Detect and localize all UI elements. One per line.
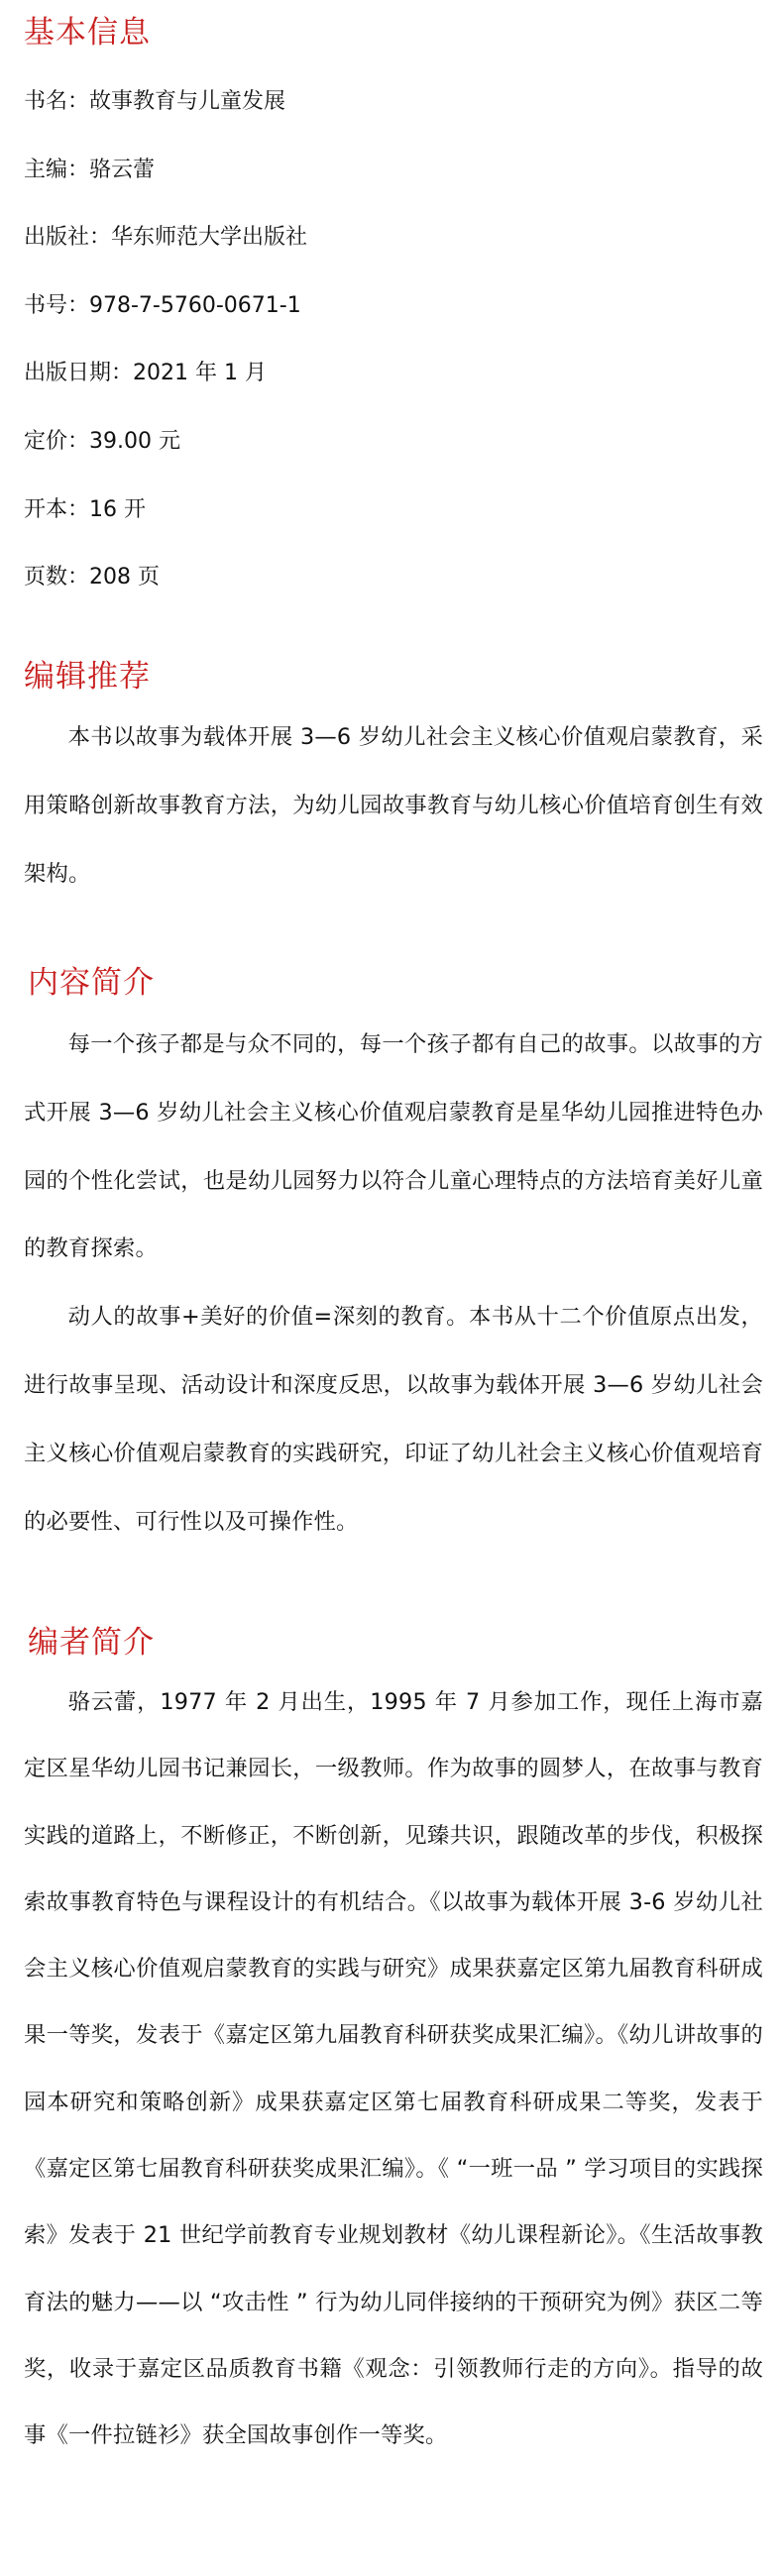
info-item-title: 书名：故事教育与儿童发展 (24, 89, 286, 114)
editor-recommend-body (24, 703, 763, 908)
info-item-price: 定价：39.00 元 (24, 428, 180, 454)
basic-info-heading: 基本信息 (24, 15, 151, 51)
author-body (24, 1669, 763, 2470)
summary-paragraph-1: 每一个孩子都是与众不同的，每一个孩子都有自己的故事。以故事的方式开展 3—6 岁幼儿社会主义核心价值观启蒙教育是星华幼儿园推进特色办园的个性化尝试，也是幼儿园努力以符合儿童心理特点的方法培育美好儿童的教育探索。 (24, 1031, 763, 1262)
editor-recommend-paragraph: 本书以故事为载体开展 3—6 岁幼儿社会主义核心价值观启蒙教育，采用策略创新故事教育方法，为幼儿园故事教育与幼儿核心价值培育创生有效架构。 (24, 724, 763, 887)
basic-info-list (24, 91, 307, 635)
editor-recommend-heading: 编辑推荐 (24, 659, 151, 695)
author-paragraph: 骆云蕾，1977 年 2 月出生，1995 年 7 月参加工作，现任上海市嘉定区星华幼儿园书记兼园长，一级教师。作为故事的圆梦人，在故事与教育实践的道路上，不断修正，不断创新，见臻共识，跟随改革的步伐，积极探索故事教育特色与课程设计的有机结合。《以故事为载体开展 3-6 岁幼儿社会主义核心价值观启蒙教育的实践与研究》成果获嘉定区第九届教育科研成果一等奖，发表于《嘉定区第九届教育科研获奖成果汇编》。《幼儿讲故事的园本研究和策略创新》成果获嘉定区第七届教育科研成果二等奖，发表于《嘉定区第七届教育科研获奖成果汇编》。《 “一班一品 ” 学习项目的实践探索》发表于 21 世纪学前教育专业规划教材《幼儿课程新论》。《生活故事教育法的魅力——以 “攻击性 ” 行为幼儿同伴接纳的干预研究为例》获区二等奖，收录于嘉定区品质教育书籍《观念：引领教师行走的方向》。指导的故事《一件拉链衫》获全国故事创作一等奖。 (24, 1689, 763, 2449)
info-item-pages: 页数：208 页 (24, 565, 160, 590)
info-item-publish-date: 出版日期：2021 年 1 月 (24, 361, 267, 386)
info-item-isbn: 书号：978-7-5760-0671-1 (24, 292, 301, 318)
info-item-editor: 主编：骆云蕾 (24, 157, 156, 182)
summary-body (24, 1011, 763, 1556)
author-heading: 编者简介 (28, 1625, 155, 1661)
info-item-publisher: 出版社：华东师范大学出版社 (24, 225, 308, 251)
info-item-format: 开本：16 开 (24, 496, 146, 522)
summary-heading: 内容简介 (28, 965, 155, 1001)
summary-paragraph-2: 动人的故事+美好的价值=深刻的教育。本书从十二个价值原点出发，进行故事呈现、活动设计和深度反思，以故事为载体开展 3—6 岁幼儿社会主义核心价值观启蒙教育的实践研究，印证了幼儿社会主义核心价值观培育的必要性、可行性以及可操作性。 (24, 1304, 763, 1535)
